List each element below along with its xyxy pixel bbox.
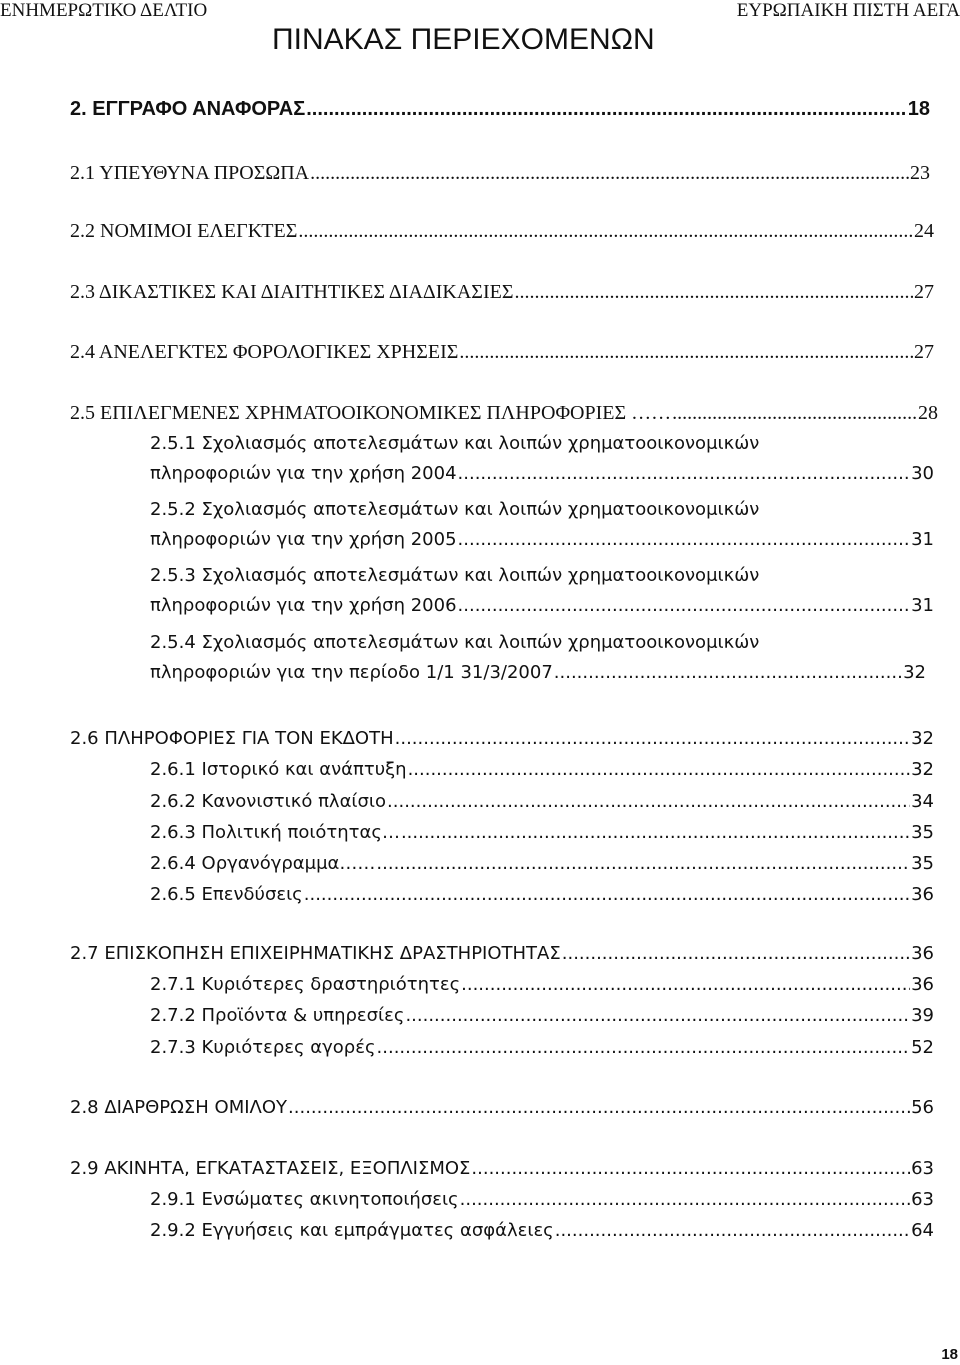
toc-entry-page: 32 xyxy=(911,759,934,780)
toc-entry-text: 2.6.3 Πολιτική ποιότητας… xyxy=(150,822,400,843)
toc-entry-page: 63 xyxy=(911,1158,934,1179)
toc-entry-2-9-2[interactable] xyxy=(150,1216,934,1246)
toc-entry-text: 2.4 ΑΝΕΛΕΓΚΤΕΣ ΦΟΡΟΛΟΓΙΚΕΣ ΧΡΗΣΕΙΣ xyxy=(70,341,459,363)
toc-entry-2-6[interactable] xyxy=(70,724,934,754)
toc-leader-dots xyxy=(514,277,913,307)
toc-entry-2-6-3[interactable] xyxy=(150,818,934,848)
toc-entry-2-5-1[interactable] xyxy=(150,459,934,489)
toc-entry-2-7[interactable] xyxy=(70,939,934,969)
toc-entry-2-9[interactable] xyxy=(70,1154,934,1184)
toc-leader-dots xyxy=(672,398,917,428)
toc-entry-text: 2.5 ΕΠΙΛΕΓΜΕΝΕΣ ΧΡΗΜΑΤΟΟΙΚΟΝΟΜΙΚΕΣ ΠΛΗΡΟΦΟΡΙΕΣ …… xyxy=(70,402,672,424)
toc-entry-page: 64 xyxy=(911,1220,934,1241)
toc-entry-text: 2.7.1 Κυριότερες δραστηριότητες xyxy=(150,974,461,995)
toc-leader-dots xyxy=(471,1154,910,1184)
toc-entry-2-6-5[interactable] xyxy=(150,880,934,910)
toc-entry-text: 2.7.3 Κυριότερες αγορές xyxy=(150,1037,376,1058)
toc-entry-2-2[interactable] xyxy=(70,216,934,246)
toc-entry-page: 27 xyxy=(914,341,934,363)
toc-entry-page: 32 xyxy=(903,662,926,683)
toc-entry-text: 2.6 ΠΛΗΡΟΦΟΡΙΕΣ ΓΙΑ ΤΟΝ ΕΚΔΟΤΗ xyxy=(70,728,394,749)
toc-entry-2-6-2[interactable] xyxy=(150,787,934,817)
toc-leader-dots xyxy=(401,818,910,848)
toc-entry-page: 28 xyxy=(918,402,938,424)
toc-entry-page: 36 xyxy=(911,943,934,964)
toc-entry-page: 56 xyxy=(911,1097,934,1118)
toc-entry-page: 32 xyxy=(911,728,934,749)
toc-leader-dots xyxy=(387,787,910,817)
toc-leader-dots xyxy=(306,94,907,124)
toc-entry-2[interactable] xyxy=(70,94,930,124)
toc-entry-text: 2.9.2 Εγγυήσεις και εμπράγματες ασφάλειες xyxy=(150,1220,554,1241)
toc-entry-2-5-3[interactable] xyxy=(150,591,934,621)
toc-entry-text: 2.9.1 Ενσώματες ακινητοποιήσεις xyxy=(150,1189,459,1210)
toc-entry-text: 2.1 ΥΠΕΥΘΥΝΑ ΠΡΟΣΩΠΑ xyxy=(70,162,310,184)
toc-leader-dots xyxy=(298,216,913,246)
toc-entry-page: 35 xyxy=(911,853,934,874)
toc-leader-dots xyxy=(405,1001,910,1031)
toc-entry-text: πληροφοριών για την χρήση 2005 xyxy=(150,529,457,550)
toc-entry-text: 2.6.5 Επενδύσεις xyxy=(150,884,303,905)
toc-leader-dots xyxy=(304,880,910,910)
header-right: ΕΥΡΩΠΑΙΚΗ ΠΙΣΤΗ ΑΕΓΑ xyxy=(736,0,960,21)
toc-entry-2-6-1[interactable] xyxy=(150,755,934,785)
toc-entry-page: 34 xyxy=(911,791,934,812)
toc-entry-2-5-2-line1: 2.5.2 Σχολιασμός αποτελεσμάτων και λοιπών χρηματοοικονομικών xyxy=(150,499,760,520)
toc-entry-2-4[interactable] xyxy=(70,337,934,367)
toc-entry-2-1[interactable] xyxy=(70,158,930,188)
toc-entry-2-5[interactable] xyxy=(70,398,938,428)
toc-leader-dots xyxy=(458,459,911,489)
toc-entry-page: 39 xyxy=(911,1005,934,1026)
toc-entry-2-5-1-line1: 2.5.1 Σχολιασμός αποτελεσμάτων και λοιπών χρηματοοικονομικών xyxy=(150,433,760,454)
toc-entry-2-7-1[interactable] xyxy=(150,970,934,1000)
toc-entry-text: 2.8 ΔΙΑΡΘΡΩΣΗ ΟΜΙΛΟΥ xyxy=(70,1097,288,1118)
toc-entry-text: 2.6.2 Κανονιστικό πλαίσιο xyxy=(150,791,387,812)
toc-entry-text: πληροφοριών για την χρήση 2006 xyxy=(150,595,457,616)
toc-entry-text: 2.6.1 Ιστορικό και ανάπτυξη xyxy=(150,759,407,780)
toc-entry-text: 2.2 ΝΟΜΙΜΟΙ ΕΛΕΓΚΤΕΣ xyxy=(70,220,298,242)
toc-entry-page: 30 xyxy=(911,463,934,484)
toc-entry-page: 63 xyxy=(911,1189,934,1210)
toc-entry-text: πληροφοριών για την περίοδο 1/1 31/3/2007 xyxy=(150,662,553,683)
toc-entry-text: 2.9 ΑΚΙΝΗΤΑ, ΕΓΚΑΤΑΣΤΑΣΕΙΣ, ΕΞΟΠΛΙΣΜΟΣ xyxy=(70,1158,471,1179)
toc-entry-2-3[interactable] xyxy=(70,277,934,307)
toc-leader-dots xyxy=(288,1093,910,1123)
toc-entry-2-6-4[interactable] xyxy=(150,849,934,879)
toc-entry-text: 2. ΕΓΓΡΑΦΟ ΑΝΑΦΟΡΑΣ xyxy=(70,98,306,120)
toc-entry-text: 2.3 ΔΙΚΑΣΤΙΚΕΣ ΚΑΙ ΔΙΑΙΤΗΤΙΚΕΣ ΔΙΑΔΙΚΑΣΙΕΣ xyxy=(70,281,514,303)
toc-leader-dots xyxy=(458,591,911,621)
toc-leader-dots xyxy=(562,939,910,969)
toc-entry-text: 2.6.4 Οργανόγραμμα…… xyxy=(150,853,376,874)
toc-entry-page: 36 xyxy=(911,884,934,905)
toc-entry-2-5-3-line1: 2.5.3 Σχολιασμός αποτελεσμάτων και λοιπών χρηματοοικονομικών xyxy=(150,565,760,586)
toc-entry-2-9-1[interactable] xyxy=(150,1185,934,1215)
header-left: ΕΝΗΜΕΡΩΤΙΚΟ ΔΕΛΤΙΟ xyxy=(0,0,208,21)
toc-leader-dots xyxy=(555,1216,910,1246)
toc-leader-dots xyxy=(554,658,902,688)
toc-entry-page: 23 xyxy=(910,162,930,184)
toc-entry-page: 27 xyxy=(914,281,934,303)
page-title: ΠΙΝΑΚΑΣ ΠΕΡΙΕΧΟΜΕΝΩΝ xyxy=(272,23,655,56)
toc-leader-dots xyxy=(376,849,910,879)
toc-leader-dots xyxy=(408,755,911,785)
toc-leader-dots xyxy=(395,724,910,754)
toc-entry-2-7-2[interactable] xyxy=(150,1001,934,1031)
toc-entry-2-5-4[interactable] xyxy=(150,658,926,688)
toc-entry-page: 31 xyxy=(911,529,934,550)
toc-entry-page: 24 xyxy=(914,220,934,242)
page-number: 18 xyxy=(941,1346,958,1363)
toc-leader-dots xyxy=(460,1185,910,1215)
toc-entry-page: 52 xyxy=(911,1037,934,1058)
toc-leader-dots xyxy=(310,158,909,188)
toc-entry-page: 35 xyxy=(911,822,934,843)
toc-entry-page: 36 xyxy=(911,974,934,995)
toc-entry-2-5-4-line1: 2.5.4 Σχολιασμός αποτελεσμάτων και λοιπών χρηματοοικονομικών xyxy=(150,632,760,653)
toc-leader-dots xyxy=(458,525,911,555)
toc-entry-text: 2.7 ΕΠΙΣΚΟΠΗΣΗ ΕΠΙΧΕΙΡΗΜΑΤΙΚΗΣ ΔΡΑΣΤΗΡΙΟΤΗΤΑΣ xyxy=(70,943,561,964)
toc-entry-text: πληροφοριών για την χρήση 2004 xyxy=(150,463,457,484)
toc-leader-dots xyxy=(459,337,913,367)
toc-entry-2-5-2[interactable] xyxy=(150,525,934,555)
toc-leader-dots xyxy=(461,970,910,1000)
toc-entry-page: 31 xyxy=(911,595,934,616)
toc-entry-2-7-3[interactable] xyxy=(150,1033,934,1063)
toc-leader-dots xyxy=(377,1033,911,1063)
toc-entry-page: 18 xyxy=(907,98,930,120)
toc-entry-text: 2.7.2 Προϊόντα & υπηρεσίες xyxy=(150,1005,405,1026)
toc-entry-2-8[interactable] xyxy=(70,1093,934,1123)
